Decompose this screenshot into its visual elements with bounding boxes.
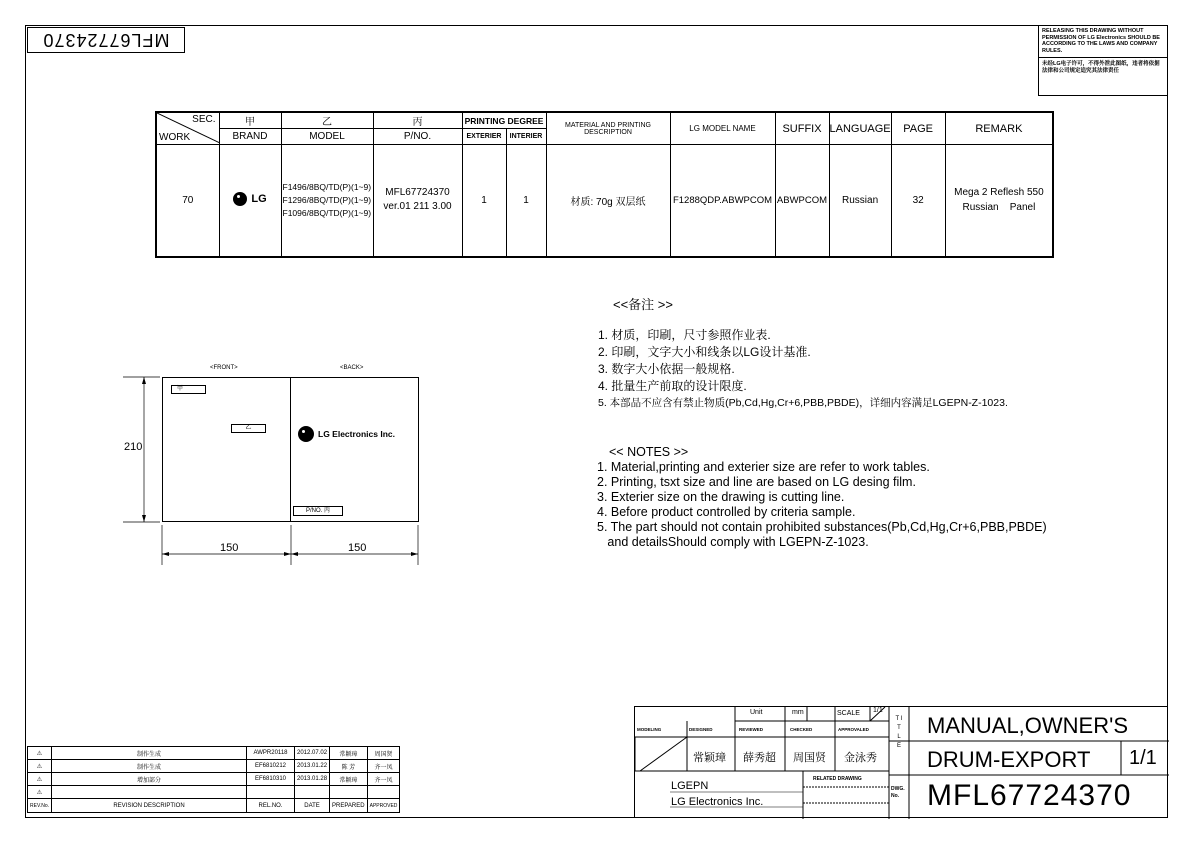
title-line-2: DRUM-EXPORT: [927, 747, 1091, 772]
jia-header: 甲: [219, 112, 281, 129]
rotated-part-number: MFL67724370: [27, 27, 185, 53]
pno-box: P/NO. 丙: [293, 506, 343, 516]
prepared-label: PREPARED: [330, 799, 368, 813]
pno-header: P/NO.: [373, 129, 462, 145]
unit-label: Unit: [750, 709, 763, 716]
lg-logo-icon: [233, 192, 247, 206]
language-header: LANGUAGE: [829, 112, 891, 145]
exterior-header: EXTERIER: [462, 129, 506, 145]
material-value: 材质: 70g 双层纸: [546, 145, 670, 257]
work-label: WORK: [159, 132, 191, 143]
revision-row: [28, 760, 400, 773]
revision-date: [295, 786, 330, 799]
suffix-value: ABWPCOM: [775, 145, 829, 257]
sec-work-header: [156, 112, 219, 145]
brand-text: LG: [251, 192, 267, 205]
revision-mark: ⚠: [28, 747, 52, 760]
pno-value: [373, 145, 462, 257]
notes-en: [597, 445, 1047, 550]
reviewed-label: REVIEWED: [739, 727, 764, 732]
bing-header: 丙: [373, 112, 462, 129]
revision-approved: 齐一凤: [367, 773, 400, 786]
release-notice-cn: 未经LG电子许可，不得外泄此图纸，违者将依据法律和公司规定追究其法律责任: [1042, 61, 1160, 74]
revision-no: AWPR20118: [247, 747, 295, 760]
logo-text: LG Electronics Inc.: [318, 429, 395, 439]
revision-no: [247, 786, 295, 799]
lg-model-name-value: F1288QDP.ABWPCOM: [670, 145, 775, 257]
dwg-no-label: DWG. No.: [891, 786, 905, 799]
width-left-dimension: 150: [220, 542, 239, 554]
revision-date: 2013.01.28: [295, 773, 330, 786]
brand-header: BRAND: [219, 129, 281, 145]
notes-en-item: 2. Printing, tsxt size and line are based on LG desing film.: [597, 475, 916, 489]
revision-desc: 增加部分: [52, 773, 247, 786]
interior-header: INTERIER: [506, 129, 546, 145]
date-label: DATE: [295, 799, 330, 813]
lg-model-name-header: LG MODEL NAME: [670, 112, 775, 145]
designed-by: 常颖璋: [693, 752, 726, 764]
suffix-header: SUFFIX: [775, 112, 829, 145]
width-right-dimension: 150: [348, 542, 367, 554]
revision-desc: 制作生成: [52, 747, 247, 760]
jia-box: 甲: [171, 385, 206, 394]
revision-prepared: 常颖璋: [330, 747, 368, 760]
revision-row: [28, 747, 400, 760]
dimension-lines: [100, 370, 430, 570]
modeling-label: MODELING: [637, 727, 662, 732]
notes-en-title: << NOTES >>: [609, 445, 689, 459]
revision-prepared: 常颖璋: [330, 773, 368, 786]
model-line-3: F1096/8BQ/TD(P)(1~9): [282, 207, 372, 218]
approved-by: 金泳秀: [844, 752, 877, 764]
model-header: MODEL: [281, 129, 373, 145]
notes-cn-item: 4. 批量生产前取的设计限度.: [598, 379, 747, 393]
notes-en-item: 3. Exterier size on the drawing is cutting line.: [597, 490, 845, 504]
title-label: T I T L E: [895, 716, 903, 749]
notes-cn-item: 5. 本部品不应含有禁止物质(Pb,Cd,Hg,Cr+6,PBB,PBDE)，详细内容满足LGEPN-Z-1023.: [598, 397, 1008, 409]
pno-line-2: ver.01 211 3.00: [383, 201, 452, 213]
printing-degree-header: PRINTING DEGREE: [462, 112, 546, 129]
spec-table: [155, 111, 1054, 258]
title-block: [634, 706, 1168, 818]
notes-cn-title: <<备注 >>: [613, 297, 673, 312]
approved-label: APPROVALED: [838, 727, 869, 732]
sheet-number: 1/1: [1129, 747, 1157, 769]
revision-approved: 齐一凤: [367, 760, 400, 773]
approved-label: APPROVED: [367, 799, 400, 813]
sec-label: SEC.: [192, 114, 216, 125]
model-value: [281, 145, 373, 257]
remark-line-1: Mega 2 Reflesh 550: [954, 187, 1044, 199]
revision-footer: [28, 799, 400, 813]
scale-label: SCALE: [837, 710, 860, 717]
revision-row: [28, 773, 400, 786]
revision-no: EF6810310: [247, 773, 295, 786]
company-2: LG Electronics Inc.: [671, 796, 764, 808]
notes-en-item: 5. The part should not contain prohibited substances(Pb,Cd,Hg,Cr+6,PBB,PBDE): [597, 520, 1047, 534]
interior-value: 1: [506, 145, 546, 257]
work-value: 70: [156, 145, 219, 257]
revision-prepared: 陈 芳: [330, 760, 368, 773]
material-desc-header: MATERIAL AND PRINTING DESCRIPTION: [546, 112, 670, 145]
revision-date: 2012.07.02: [295, 747, 330, 760]
notes-cn: [598, 296, 1008, 412]
notes-cn-item: 3. 数字大小依据一般规格.: [598, 362, 735, 376]
yi-header: 乙: [281, 112, 373, 129]
dwg-number: MFL67724370: [927, 779, 1132, 812]
title-line-1: MANUAL,OWNER'S: [927, 713, 1128, 738]
release-notice: [1038, 25, 1168, 96]
unit-value: mm: [792, 709, 804, 716]
release-notice-en: RELEASING THIS DRAWING WITHOUT PERMISSION OF LG Electronics SHOULD BE ACCORDING TO THE LAWS AND COMPANY RULES.: [1042, 28, 1160, 54]
revision-mark: ⚠: [28, 773, 52, 786]
remark-line-2: Russian Panel: [962, 202, 1036, 214]
revision-approved: [367, 786, 400, 799]
revision-mark: ⚠: [28, 786, 52, 799]
related-drawing-label: RELATED DRAWING: [813, 776, 862, 782]
revision-mark: ⚠: [28, 760, 52, 773]
front-label: <FRONT>: [210, 365, 238, 371]
notes-en-item: and detailsShould comply with LGEPN-Z-1023.: [597, 535, 869, 549]
notes-en-item: 4. Before product controlled by criteria sample.: [597, 505, 856, 519]
page-header: PAGE: [891, 112, 945, 145]
yi-box: 乙: [231, 424, 266, 433]
revision-desc: [52, 786, 247, 799]
revision-approved: 周国贤: [367, 747, 400, 760]
notes-en-item: 1. Material,printing and exterier size are refer to work tables.: [597, 460, 930, 474]
back-label: <BACK>: [340, 365, 364, 371]
brand-value: [219, 145, 281, 257]
designed-label: DESIGNED: [689, 727, 713, 732]
notes-cn-item: 1. 材质，印刷，尺寸参照作业表.: [598, 328, 771, 342]
exterior-value: 1: [462, 145, 506, 257]
revision-prepared: [330, 786, 368, 799]
checked-by: 周国贤: [793, 752, 826, 764]
language-value: Russian: [829, 145, 891, 257]
remark-value: [945, 145, 1053, 257]
revision-desc: 制作生成: [52, 760, 247, 773]
rev-no-label: REV.No.: [28, 799, 52, 813]
revision-desc-label: REVISION DESCRIPTION: [52, 799, 247, 813]
page-value: 32: [891, 145, 945, 257]
revision-no: EF6810212: [247, 760, 295, 773]
pno-line-1: MFL67724370: [385, 187, 450, 199]
checked-label: CHECKED: [790, 727, 813, 732]
notes-cn-item: 2. 印刷，文字大小和线条以LG设计基准.: [598, 345, 811, 359]
company-1: LGEPN: [671, 780, 709, 792]
scale-value: 1/1: [873, 707, 883, 714]
model-line-1: F1496/8BQ/TD(P)(1~9): [282, 181, 372, 192]
reviewed-by: 薛秀超: [743, 752, 776, 764]
revision-date: 2013.01.22: [295, 760, 330, 773]
model-line-2: F1296/8BQ/TD(P)(1~9): [282, 194, 372, 205]
rel-no-label: REL.NO.: [247, 799, 295, 813]
remark-header: REMARK: [945, 112, 1053, 145]
height-dimension: 210: [124, 441, 143, 453]
revision-table: [27, 746, 400, 813]
revision-row: [28, 786, 400, 799]
